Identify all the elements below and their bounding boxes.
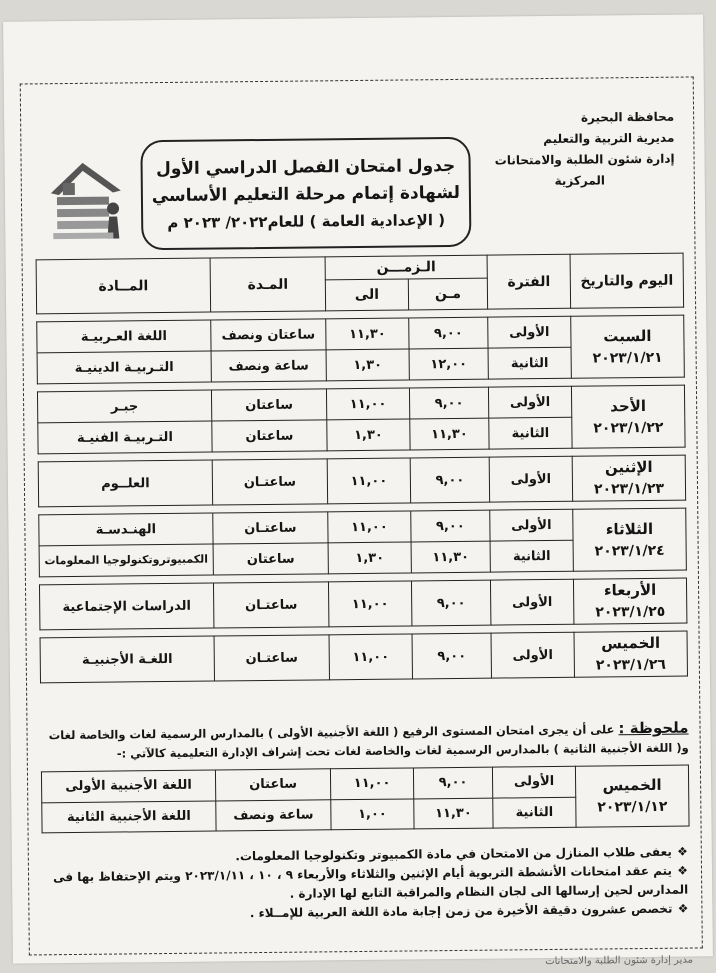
instructions-list <box>42 843 689 926</box>
from-cell: ٩,٠٠ <box>411 580 490 626</box>
schedule-row <box>37 385 684 423</box>
duration-cell: ساعتان <box>213 543 328 575</box>
signature-footer: مدير إدارة شئون الطلبة والامتحانات <box>545 954 694 968</box>
from-cell: ١١,٣٠ <box>411 541 490 573</box>
title-line-3: ( الإعدادية العامة ) للعام٢٠٢٢/ ٢٠٢٣ م <box>167 211 446 232</box>
second-day-name: الخميس <box>602 775 662 795</box>
from-cell: ٩,٠٠ <box>409 317 488 349</box>
duration-cell: ساعتـان <box>213 582 328 628</box>
from-cell: ٩,٠٠ <box>409 387 488 419</box>
from-cell: ٩,٠٠ <box>410 457 489 503</box>
to-cell: ١١,٠٠ <box>328 581 411 627</box>
day-date: ٢٠٢٣/١/٢٤ <box>594 542 665 560</box>
col-header-from: مـن <box>408 278 487 310</box>
diamond-bullet-icon: ❖ <box>677 863 689 878</box>
title-line-2: لشهادة إتمام مرحلة التعليم الأساسي <box>151 182 461 207</box>
to-cell: ١١,٠٠ <box>326 388 409 420</box>
col-header-day: اليوم والتاريخ <box>570 253 684 308</box>
day-cell <box>573 508 687 571</box>
schedule-row <box>38 455 685 507</box>
note-line-2: و( اللغة الأجنبية الثانية ) بالمدارس الرسمية لغات والخاصة لغات تحت إشراف الإدارة التعليمية كالآتي :- <box>116 740 689 761</box>
subject-cell: الهنـدسـة <box>39 513 213 546</box>
diamond-bullet-icon: ❖ <box>676 844 688 859</box>
title-box <box>140 137 471 250</box>
col-header-to: الى <box>325 279 408 311</box>
day-name: الأربعاء <box>603 580 657 600</box>
to-cell: ١١,٠٠ <box>330 768 413 799</box>
day-cell <box>571 315 685 378</box>
subject-cell: اللغة الأجنبية الثانية <box>42 801 216 833</box>
to-cell: ١١,٠٠ <box>328 511 411 543</box>
duration-cell: ساعتان <box>211 389 326 421</box>
to-cell: ١,٣٠ <box>328 542 411 574</box>
from-cell: ٩,٠٠ <box>411 510 490 542</box>
to-cell: ١,٣٠ <box>326 349 409 381</box>
day-date: ٢٠٢٣/١/٢١ <box>592 349 663 367</box>
title-line-1: جدول امتحان الفصل الدراسي الأول <box>155 155 456 180</box>
day-date: ٢٠٢٣/١/٢٥ <box>595 603 666 621</box>
department-name: إدارة شئون الطلبة والامتحانات <box>494 151 675 168</box>
duration-cell: ساعتان <box>212 420 327 452</box>
period-cell: الثانية <box>493 797 576 828</box>
duration-cell: ساعة ونصف <box>211 350 326 382</box>
instruction-item: ❖يعفى طلاب المنازل من الامتحان في مادة الكمبيوتر وتكنولوجيا المعلومات. <box>235 844 688 864</box>
subject-cell: التـربيـة الفنيـة <box>38 421 212 454</box>
department-subname: المركزية <box>554 173 606 188</box>
col-header-duration: المـدة <box>210 257 326 312</box>
col-header-subject: المــادة <box>36 258 211 314</box>
schedule-row <box>37 315 684 353</box>
second-day-date: ٢٠٢٣/١/١٢ <box>597 798 668 816</box>
day-cell <box>574 631 687 677</box>
subject-cell: الدراسات الإجتماعية <box>39 583 213 630</box>
duration-cell: ساعة ونصف <box>216 799 331 831</box>
note-block <box>46 719 688 765</box>
from-cell: ١٢,٠٠ <box>409 348 488 380</box>
period-cell: الثانية <box>488 347 571 379</box>
col-header-time: الـزمـــن <box>325 255 487 280</box>
ministry-header <box>484 107 675 193</box>
col-header-period: الفترة <box>487 254 571 309</box>
directorate-name: مديرية التربية والتعليم <box>543 130 675 147</box>
to-cell: ١,٣٠ <box>327 419 410 451</box>
to-cell: ١١,٣٠ <box>326 318 409 350</box>
period-cell: الثانية <box>489 417 572 449</box>
schedule-row <box>39 508 686 546</box>
day-date: ٢٠٢٣/١/٢٢ <box>593 419 664 437</box>
day-cell <box>573 578 686 624</box>
subject-cell: اللغـة الأجنبيـة <box>40 636 214 683</box>
from-cell: ٩,٠٠ <box>412 633 491 679</box>
duration-cell: ساعتـان <box>214 635 329 681</box>
day-name: الأحد <box>610 396 647 415</box>
governorate-name: محافظة البحيرة <box>580 109 675 125</box>
period-cell: الأولى <box>488 386 571 418</box>
duration-cell: ساعتان ونصف <box>211 319 326 351</box>
to-cell: ١١,٠٠ <box>329 634 412 680</box>
document-sheet <box>3 14 713 968</box>
instruction-item: ❖يتم عقد امتحانات الأنشطة التربوية أيام الإثنين والثلاثاء والأربعاء ٩ ، ١٠ ، ٢٠٢٣/١/١١ ويتم الإحتفاظ بها فى المدارس لحين إرسالها الى لجان النظام والمراقبة التابع لها الإدارة . <box>52 863 689 901</box>
day-name: الثلاثاء <box>605 519 654 538</box>
second-day-cell <box>575 765 689 827</box>
day-cell <box>571 385 685 448</box>
note-label: ملحوظة : <box>618 718 689 738</box>
schedule-row <box>40 631 687 683</box>
duration-cell: ساعتان <box>215 769 330 801</box>
to-cell: ١١,٠٠ <box>327 458 410 504</box>
day-date: ٢٠٢٣/١/٢٦ <box>595 656 666 674</box>
subject-cell: اللغة الأجنبية الأولى <box>41 770 215 802</box>
period-cell: الأولى <box>489 456 572 502</box>
day-date: ٢٠٢٣/١/٢٣ <box>593 480 665 498</box>
duration-cell: ساعتـان <box>213 512 328 544</box>
day-cell <box>572 455 685 501</box>
from-cell: ١١,٣٠ <box>414 798 493 829</box>
day-name: الإثنين <box>604 457 653 477</box>
subject-cell: اللغة العـربيـة <box>37 320 211 353</box>
to-cell: ١,٠٠ <box>331 798 414 829</box>
day-name: الخميس <box>601 633 661 653</box>
instruction-item: ❖تخصص عشرون دقيقة الأخيرة من زمن إجابة مادة اللغة العربية للإمــلاء . <box>249 901 689 921</box>
schedule-row <box>39 578 686 630</box>
subject-cell: جبـر <box>37 390 211 423</box>
day-name: السبت <box>603 326 652 345</box>
period-cell: الثانية <box>490 540 573 572</box>
note-line-1: على أن يجرى امتحان المستوى الرفيع ( اللغة الأجنبية الأولى ) بالمدارس الرسمية لغات والخاصة لغات <box>48 722 615 743</box>
period-cell: الأولى <box>490 579 573 625</box>
ministry-logo <box>42 152 129 245</box>
from-cell: ٩,٠٠ <box>413 767 492 798</box>
period-cell: الأولى <box>492 766 575 797</box>
subject-cell: العلــوم <box>38 460 212 507</box>
period-cell: الأولى <box>491 632 574 678</box>
period-cell: الأولى <box>490 509 573 541</box>
from-cell: ١١,٣٠ <box>410 418 489 450</box>
foreign-language-table <box>41 765 690 834</box>
subject-cell: الكمبيوتروتكنولوجيا المعلومات <box>39 544 213 577</box>
subject-cell: التـربيـة الدينيـة <box>37 351 211 384</box>
period-cell: الأولى <box>488 316 571 348</box>
diamond-bullet-icon: ❖ <box>677 901 689 916</box>
duration-cell: ساعتـان <box>212 459 327 505</box>
exam-schedule-table <box>36 253 688 684</box>
